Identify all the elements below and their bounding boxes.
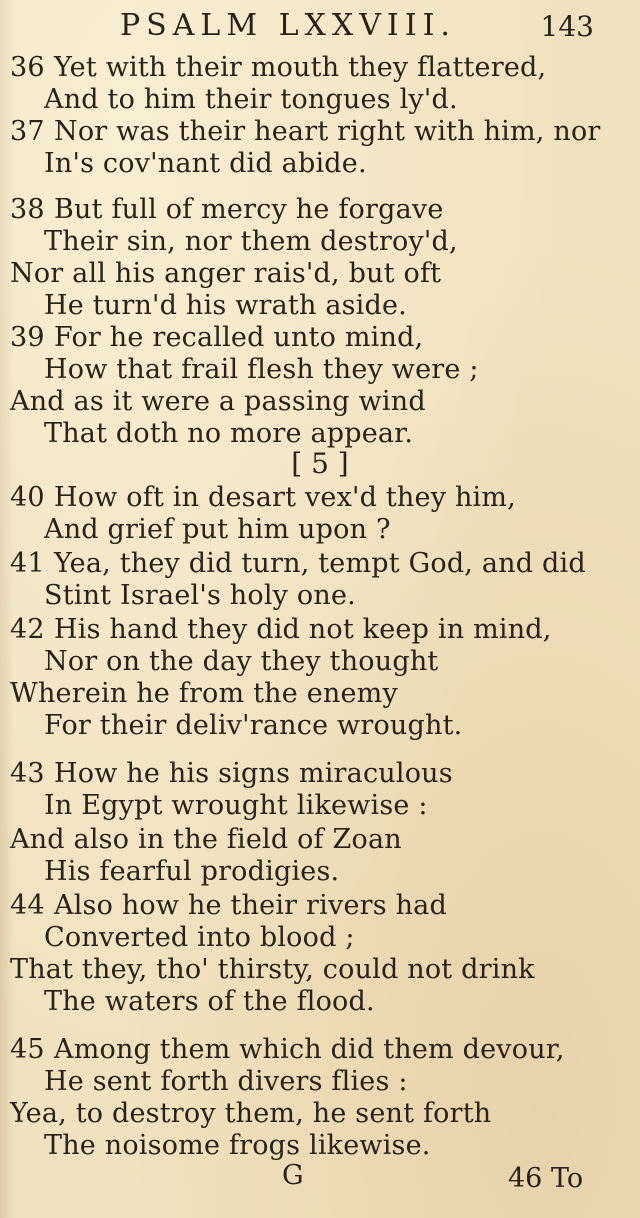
signature-mark: G (282, 1160, 304, 1191)
verse-text: He turn'd his wrath aside. (44, 290, 407, 321)
verse-line (44, 1066, 408, 1098)
page-number: 143 (540, 10, 594, 43)
verse-number: 41 (10, 548, 45, 579)
verse-line (44, 84, 458, 116)
verse-line (44, 580, 356, 612)
verse-text: For their deliv'rance wrought. (44, 710, 463, 741)
verse-number: 42 (10, 614, 45, 645)
verse-line (10, 548, 586, 580)
verse-text: And to him their tongues ly'd. (44, 84, 458, 115)
verse-text: Among them which did them devour, (54, 1034, 565, 1065)
verse-line (10, 954, 535, 986)
verse-text: How that frail flesh they were ; (44, 354, 479, 385)
verse-text: How he his signs miraculous (54, 758, 453, 789)
verse-number: 44 (10, 890, 45, 921)
verse-text: Nor all his anger rais'd, but oft (10, 258, 442, 289)
verse-number: 36 (10, 52, 45, 83)
verse-text: That they, tho' thirsty, could not drink (10, 954, 535, 985)
verse-line (44, 710, 462, 742)
verse-line (10, 258, 441, 290)
verse-text: Yet with their mouth they flattered, (54, 52, 547, 83)
verse-text: Also how he their rivers had (54, 890, 447, 921)
verse-line (44, 418, 413, 450)
page-header (0, 8, 640, 48)
verse-text: Nor was their heart right with him, nor (54, 116, 601, 147)
verse-text: And as it were a passing wind (10, 386, 426, 417)
verse-line (44, 986, 375, 1018)
verse-text: How oft in desart vex'd they him, (54, 482, 516, 513)
verse-line (44, 226, 458, 258)
verse-line (44, 790, 428, 822)
verse-number: 40 (10, 482, 45, 513)
verse-line (10, 1034, 565, 1066)
verse-line (10, 1098, 491, 1130)
verse-line (44, 856, 339, 888)
verse-text: But full of mercy he forgave (54, 194, 444, 225)
verse-line (10, 194, 444, 226)
verse-line (44, 148, 367, 180)
verse-text: Their sin, nor them destroy'd, (44, 226, 458, 257)
verse-line (10, 52, 546, 84)
verse-line (10, 386, 426, 418)
verse-text: His fearful prodigies. (44, 856, 340, 887)
verse-line (44, 354, 479, 386)
verse-line (10, 116, 601, 148)
verse-text: The noisome frogs likewise. (44, 1130, 431, 1161)
catchword: 46 To (508, 1163, 584, 1194)
verse-line (10, 824, 402, 856)
verse-line (10, 482, 516, 514)
verse-text: His hand they did not keep in mind, (54, 614, 552, 645)
verse-text: Converted into blood ; (44, 922, 355, 953)
verse-text: Nor on the day they thought (44, 646, 439, 677)
verse-line (44, 514, 391, 546)
section-mark: [ 5 ] (291, 447, 349, 480)
verse-text: In's cov'nant did abide. (44, 148, 367, 179)
verse-line (10, 322, 423, 354)
verse-line (10, 614, 552, 646)
verse-text: Yea, they did turn, tempt God, and did (54, 548, 586, 579)
verse-number: 38 (10, 194, 45, 225)
verse-number: 45 (10, 1034, 45, 1065)
verse-text: And grief put him upon ? (44, 514, 391, 545)
verse-number: 43 (10, 758, 45, 789)
verse-line (44, 922, 355, 954)
verse-line (44, 1130, 431, 1162)
verse-line (44, 646, 438, 678)
verse-text: In Egypt wrought likewise : (44, 790, 428, 821)
verse-text: For he recalled unto mind, (54, 322, 424, 353)
running-head: PSALM LXXVIII. (120, 8, 456, 43)
verse-text: Wherein he from the enemy (10, 678, 398, 709)
verse-text: The waters of the flood. (44, 986, 375, 1017)
verse-text: And also in the field of Zoan (10, 824, 402, 855)
verse-text: Yea, to destroy them, he sent forth (10, 1098, 492, 1129)
verse-number: 39 (10, 322, 45, 353)
verse-line (10, 678, 398, 710)
verse-text: Stint Israel's holy one. (44, 580, 356, 611)
verse-line (10, 758, 453, 790)
verse-text: That doth no more appear. (44, 418, 414, 449)
verse-text: He sent forth divers flies : (44, 1066, 408, 1097)
verse-number: 37 (10, 116, 45, 147)
verse-line (10, 890, 447, 922)
verse-line (44, 290, 407, 322)
